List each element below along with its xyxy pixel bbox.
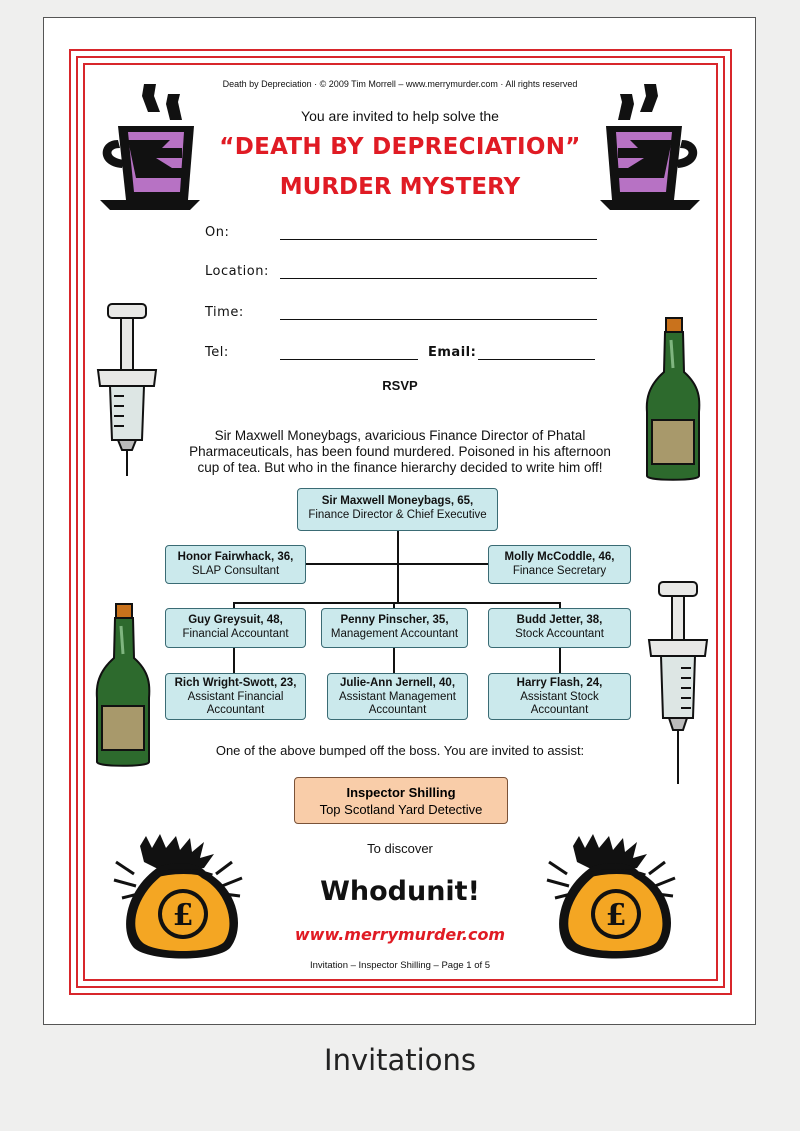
page-footer: Invitation – Inspector Shilling – Page 1 of 5 xyxy=(309,960,491,971)
org-box-budd xyxy=(488,608,631,648)
org-role: Management Accountant xyxy=(330,627,459,640)
time-label: Time: xyxy=(205,305,244,320)
title-line-1: “DEATH BY DEPRECIATION” xyxy=(219,134,581,160)
on-label: On: xyxy=(205,225,230,240)
org-name: Budd Jetter, 38, xyxy=(516,614,603,626)
caption: Invitations xyxy=(324,1043,476,1077)
org-role: Accountant xyxy=(206,704,265,716)
story-line-3: cup of tea. But who in the finance hierarchy decided to write him off! xyxy=(197,460,603,475)
org-box-penny xyxy=(321,608,468,648)
org-role: Assistant Stock xyxy=(520,690,599,703)
org-connector xyxy=(306,563,488,565)
org-box-julie xyxy=(327,673,468,720)
bumped-off-line: One of the above bumped off the boss. You are invited to assist: xyxy=(215,743,585,758)
money-bag-icon xyxy=(545,832,687,964)
location-field[interactable] xyxy=(280,278,597,279)
org-name: Guy Greysuit, 48, xyxy=(188,614,283,626)
on-field[interactable] xyxy=(280,239,597,240)
title-line-2: MURDER MYSTERY xyxy=(279,174,521,200)
org-role: Financial Accountant xyxy=(182,627,289,640)
org-name: Penny Pinscher, 35, xyxy=(340,614,449,626)
story-text xyxy=(0,428,800,476)
rsvp-label: RSVP xyxy=(382,378,418,393)
org-name: Harry Flash, 24, xyxy=(516,677,603,689)
org-role: Stock Accountant xyxy=(515,627,604,640)
org-box-top xyxy=(297,488,498,531)
teacup-icon xyxy=(600,82,704,218)
website-link[interactable]: www.merrymurder.com xyxy=(294,925,506,944)
time-field[interactable] xyxy=(280,319,597,320)
org-role: Finance Secretary xyxy=(512,564,607,577)
org-name: Rich Wright-Swott, 23, xyxy=(174,677,297,689)
org-role: Assistant Management xyxy=(339,690,456,703)
copyright-line: Death by Depreciation · © 2009 Tim Morrell – www.merrymurder.com · All rights reserved xyxy=(222,79,578,89)
org-box-rich xyxy=(165,673,306,720)
whodunit-heading: Whodunit! xyxy=(320,876,480,907)
org-connector xyxy=(233,602,560,604)
org-name: Honor Fairwhack, 36, xyxy=(177,551,294,563)
org-role: Accountant xyxy=(530,704,589,716)
org-role: Accountant xyxy=(368,704,427,716)
org-connector xyxy=(559,648,561,673)
invite-line: You are invited to help solve the xyxy=(301,108,499,124)
org-name: Sir Maxwell Moneybags, 65, xyxy=(321,495,474,507)
org-connector xyxy=(393,648,395,673)
tel-label: Tel: xyxy=(205,345,229,360)
org-box-harry xyxy=(488,673,631,720)
org-box-guy xyxy=(165,608,306,648)
story-line-1: Sir Maxwell Moneybags, avaricious Finance Director of Phatal xyxy=(214,428,586,443)
org-connector xyxy=(233,648,235,673)
org-box-molly xyxy=(488,545,631,584)
org-role: Finance Director & Chief Executive xyxy=(308,508,487,521)
org-role: SLAP Consultant xyxy=(191,564,280,577)
org-role: Assistant Financial xyxy=(187,690,284,703)
email-label: Email: xyxy=(428,345,477,360)
discover-line: To discover xyxy=(367,841,433,856)
org-name: Julie-Ann Jernell, 40, xyxy=(339,677,456,689)
email-field[interactable] xyxy=(478,359,595,360)
inspector-role: Top Scotland Yard Detective xyxy=(319,802,483,817)
location-label: Location: xyxy=(205,264,269,279)
inspector-box xyxy=(294,777,508,824)
money-bag-icon xyxy=(112,832,254,964)
inspector-name: Inspector Shilling xyxy=(346,785,456,800)
pound-symbol: £ xyxy=(605,898,627,933)
story-line-2: Pharmaceuticals, has been found murdered. Poisoned in his afternoon xyxy=(189,444,611,459)
org-name: Molly McCoddle, 46, xyxy=(504,551,615,563)
tel-field[interactable] xyxy=(280,359,418,360)
teacup-icon xyxy=(96,82,200,218)
org-connector xyxy=(397,531,399,603)
org-box-honor xyxy=(165,545,306,584)
pound-symbol: £ xyxy=(172,898,194,933)
